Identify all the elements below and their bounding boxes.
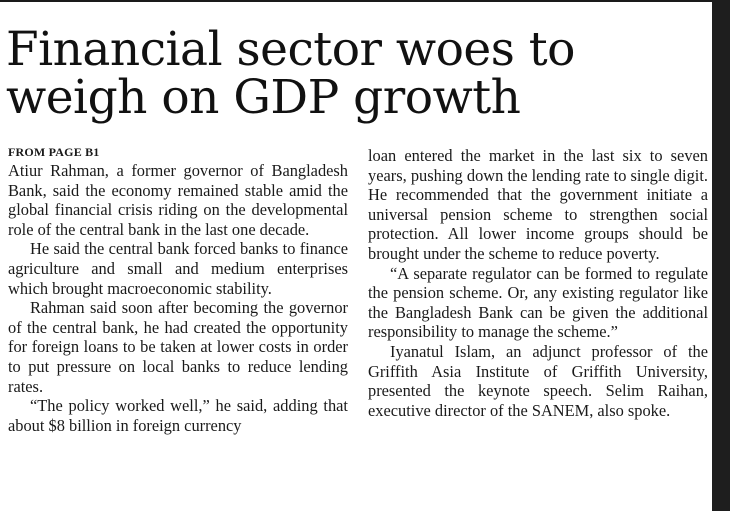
paragraph: loan entered the market in the last six to seven years, pushing down the lending rate to single digit. He recommended that the government initiate a universal pension scheme to strengthen social protection. All lower income groups should be brought under the scheme to reduce poverty. [368, 146, 708, 263]
paragraph: “A separate regulator can be formed to regulate the pension scheme. Or, any existing regulator like the Bangladesh Bank can be given the additional responsibility to manage the scheme.” [368, 263, 708, 342]
article-column-right [368, 146, 708, 420]
article-column-left [8, 145, 348, 435]
paragraph: Iyanatul Islam, an adjunct professor of the Griffith Asia Institute of Griffith University, presented the keynote speech. Selim Raihan, executive director of the SANEM, also spoke. [368, 341, 708, 420]
page-edge-bar [712, 0, 730, 511]
paragraph: Rahman said soon after becoming the governor of the central bank, he had created the opportunity for foreign loans to be taken at lower costs in order to put pressure on local banks to reduce lending rates. [8, 298, 348, 396]
paragraph: Atiur Rahman, a former governor of Bangladesh Bank, said the economy remained stable amid the global financial crisis riding on the developmental role of the central bank in the last one decade. [8, 161, 348, 239]
paragraph: “The policy worked well,” he said, adding that about $8 billion in foreign currency [8, 396, 348, 435]
headline: Financial sector woes to weigh on GDP growth [6, 22, 575, 125]
top-rule [0, 0, 712, 2]
dateline: FROM PAGE B1 [8, 145, 100, 159]
paragraph: He said the central bank forced banks to finance agriculture and small and medium enterprises which brought macroeconomic stability. [8, 239, 348, 298]
